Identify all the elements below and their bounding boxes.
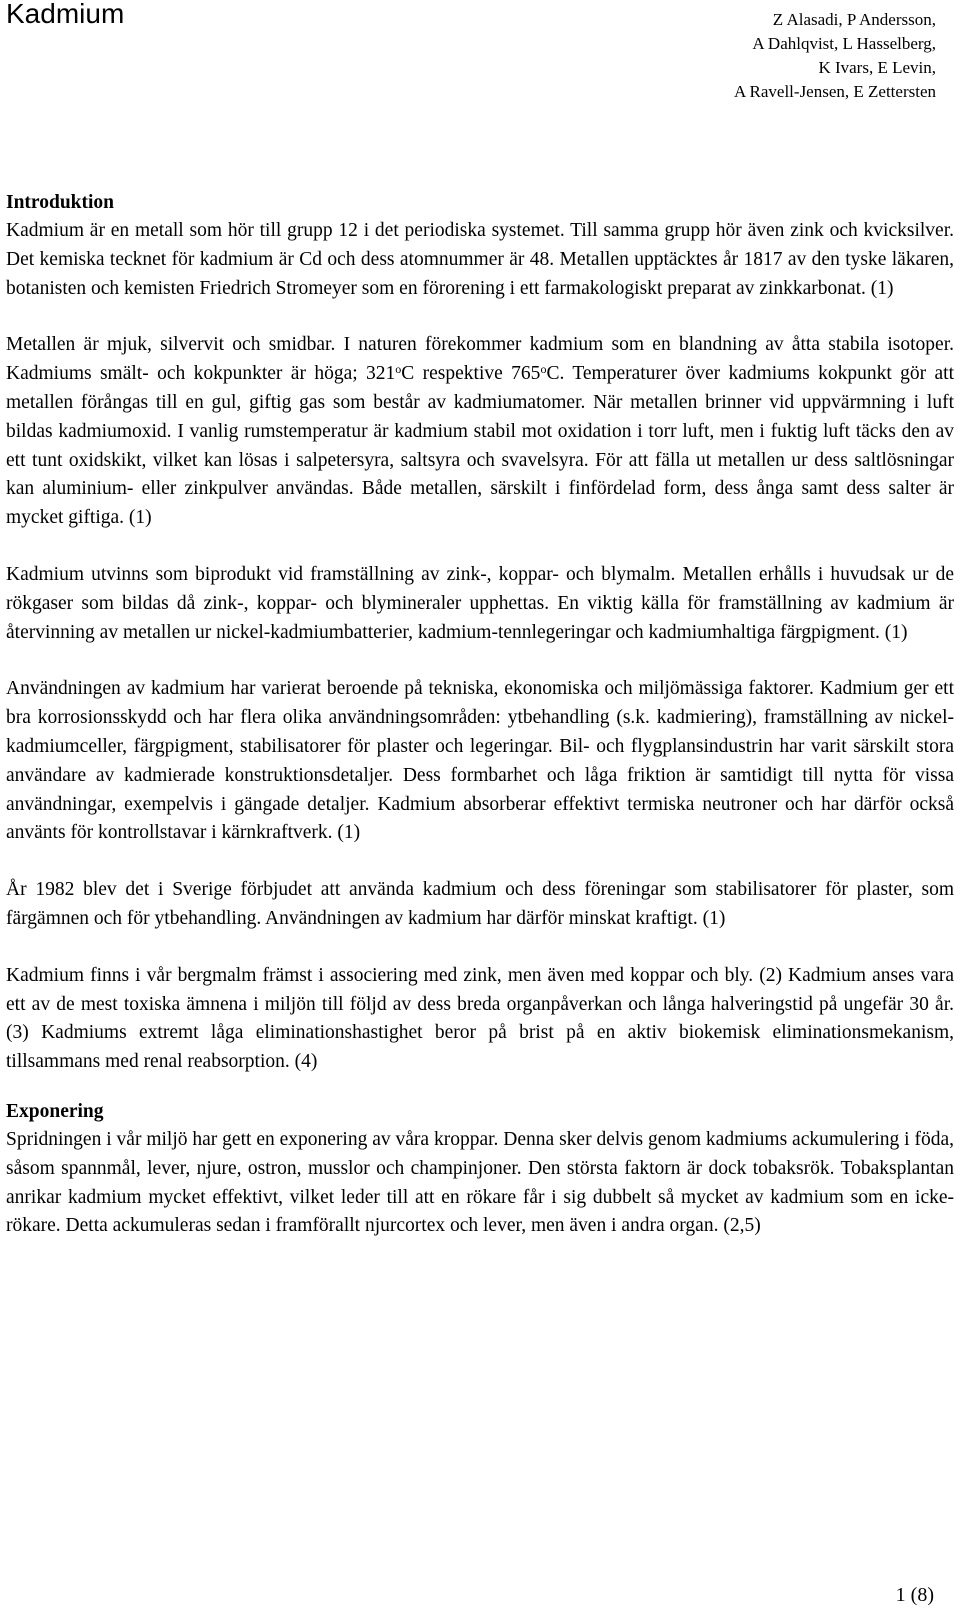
document-body bbox=[6, 188, 954, 1241]
paragraph: Kadmium finns i vår bergmalm främst i associering med zink, men även med koppar och bly. (2) Kadmium anses vara ett av de mest toxiska ämnena i miljön till följd av dess breda organpåverkan och långa halveringstid på ungefär 30 år. (3) Kadmiums extremt låga eliminationshastighet beror på brist på en aktiv biokemisk eliminationsmekanism, tillsammans med renal reabsorption. (4) bbox=[6, 964, 954, 1073]
paragraph-text: Metallen är mjuk, silvervit och smidbar. I naturen förekommer kadmium som en blandning av åtta stabila isotoper. Kadmiums smält- och kokpunkter är höga; 321 bbox=[6, 334, 954, 385]
author-line: A Ravell-Jensen, E Zettersten bbox=[733, 82, 936, 101]
author-line: Z Alasadi, P Andersson, bbox=[772, 10, 936, 29]
author-line: A Dahlqvist, L Hasselberg, bbox=[752, 34, 936, 53]
section-heading-exponering: Exponering bbox=[6, 1100, 104, 1122]
document-title: Kadmium bbox=[6, 0, 125, 29]
section-heading-introduktion: Introduktion bbox=[6, 192, 115, 213]
paragraph: Spridningen i vår miljö har gett en exponering av våra kroppar. Denna sker delvis genom kadmiums ackumulering i föda, såsom spannmål, lever, njure, ostron, musslor och champinjoner. Den största faktorn är dock tobaksrök. Tobaksplantan anrikar kadmium mycket effektivt, vilket leder till att en rökare får i sig dubbelt så mycket av kadmium som en icke-rökare. Detta ackumuleras sedan i framförallt njurcortex och lever, men även i andra organ. (2,5) bbox=[6, 1128, 954, 1237]
paragraph bbox=[6, 331, 954, 533]
paragraph-text: C. Temperaturer över kadmiums kokpunkt gör att metallen förångas till en gul, giftig gas som består av kadmiumatomer. När metallen brinner vid uppvärmning i luft bildas kadmiumoxid. I vanlig rumstemperatur är kadmium stabil mot oxidation i torr luft, men i fuktig luft täcks den av ett tunt oxidskikt, vilket kan lösas i salpetersyra, saltsyra och svavelsyra. För att fälla ut metallen ur dess saltlösningar kan aluminium- eller zinkpulver användas. Både metallen, särskilt i finfördelad form, dess ånga samt dess salter är mycket giftiga. (1) bbox=[6, 363, 955, 529]
paragraph: Användningen av kadmium har varierat beroende på tekniska, ekonomiska och miljömässiga faktorer. Kadmium ger ett bra korrosionsskydd och har flera olika användningsområden: ytbehandling (s.k. kadmiering), framställning av nickel-kadmiumceller, färgpigment, stabilisatorer för plaster och legeringar. Bil- och flygplansindustrin har varit särskilt stora användare av kadmierade konstruktionsdetaljer. Dess formbarhet och låga friktion är samtidigt till nytta för vissa användningar, exempelvis i gängade detaljer. Kadmium absorberar effektivt termiska neutroner och har därför också använts för kontrollstavar i kärnkraftverk. (1) bbox=[6, 678, 954, 844]
paragraph: Kadmium är en metall som hör till grupp 12 i det periodiska systemet. Till samma grupp hör även zink och kvicksilver. Det kemiska tecknet för kadmium är Cd och dess atomnummer är 48. Metallen upptäcktes år 1817 av den tyske läkaren, botanisten och kemisten Friedrich Stromeyer som en förorening i ett farmakologiskt preparat av zinkkarbonat. (1) bbox=[6, 220, 954, 299]
degree-superscript: o bbox=[540, 362, 547, 377]
author-line: K Ivars, E Levin, bbox=[818, 58, 936, 77]
paragraph: År 1982 blev det i Sverige förbjudet att använda kadmium och dess föreningar som stabilisatorer för plaster, som färgämnen och för ytbehandling. Användningen av kadmium har därför minskat kraftigt. (1) bbox=[6, 879, 954, 929]
author-list bbox=[734, 8, 936, 104]
paragraph: Kadmium utvinns som biprodukt vid framställning av zink-, koppar- och blymalm. Metallen erhålls i huvudsak ur de rökgaser som bildas då zink-, koppar- och blymineraler upphettas. En viktig källa för framställning av kadmium är återvinning av metallen ur nickel-kadmiumbatterier, kadmium-tennlegeringar och kadmiumhaltiga färgpigment. (1) bbox=[6, 563, 954, 643]
paragraph-text: C respektive 765 bbox=[401, 363, 541, 385]
page-number: 1 (8) bbox=[895, 1584, 934, 1606]
degree-superscript: o bbox=[395, 362, 402, 377]
